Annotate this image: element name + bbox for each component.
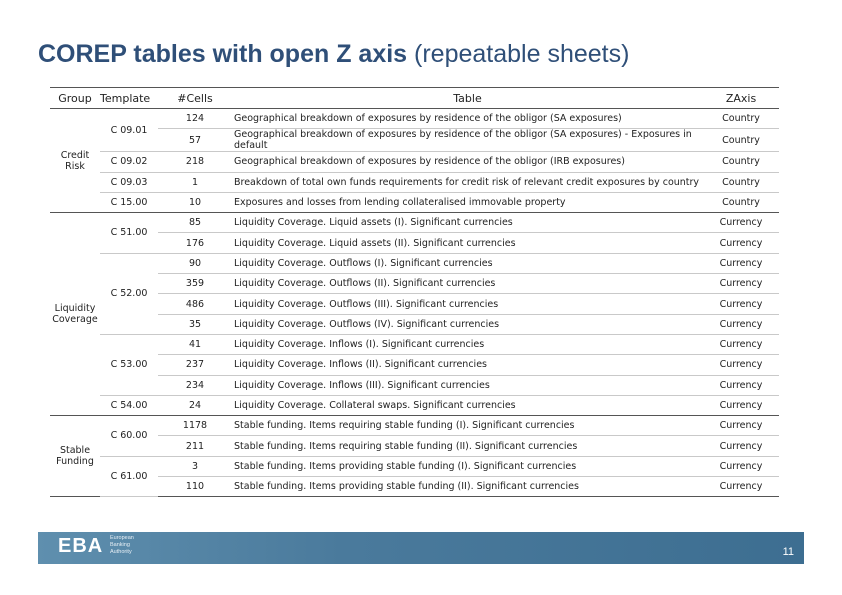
- header-template: Template: [100, 88, 158, 109]
- table-description: Liquidity Coverage. Inflows (I). Significant currencies: [232, 334, 703, 354]
- footer-bar: [38, 532, 804, 564]
- zaxis-value: Country: [703, 192, 779, 212]
- zaxis-value: Country: [703, 109, 779, 129]
- cells-count: 176: [158, 233, 232, 253]
- template-cell: C 52.00: [100, 253, 158, 334]
- org-line-1: European: [110, 535, 134, 541]
- eba-logo: EBA: [58, 535, 104, 557]
- zaxis-value: Country: [703, 172, 779, 192]
- template-cell: C 53.00: [100, 334, 158, 395]
- table-description: Liquidity Coverage. Inflows (III). Significant currencies: [232, 375, 703, 395]
- table-row: [50, 375, 779, 395]
- cells-count: 85: [158, 213, 232, 233]
- header-zaxis: ZAxis: [703, 88, 779, 109]
- table-row: [50, 213, 779, 233]
- template-cell: C 15.00: [100, 192, 158, 212]
- header-table: Table: [232, 88, 703, 109]
- corep-table: [50, 87, 779, 497]
- template-cell: C 54.00: [100, 395, 158, 415]
- table-row: [50, 192, 779, 212]
- table-row: [50, 334, 779, 354]
- cells-count: 218: [158, 152, 232, 172]
- zaxis-value: Currency: [703, 416, 779, 436]
- table-row: [50, 477, 779, 497]
- template-cell: C 61.00: [100, 456, 158, 497]
- zaxis-value: Country: [703, 129, 779, 152]
- cells-count: 41: [158, 334, 232, 354]
- table-row: [50, 152, 779, 172]
- title-bold: COREP tables with open Z axis: [38, 40, 408, 68]
- group-cell: Credit Risk: [50, 109, 100, 213]
- cells-count: 234: [158, 375, 232, 395]
- table-description: Liquidity Coverage. Outflows (III). Significant currencies: [232, 294, 703, 314]
- cells-count: 3: [158, 456, 232, 476]
- corep-table-container: [50, 87, 779, 497]
- table-row: [50, 274, 779, 294]
- slide-title: [38, 40, 629, 69]
- table-description: Geographical breakdown of exposures by residence of the obligor (SA exposures) - Exposures in default: [232, 129, 703, 152]
- cells-count: 57: [158, 129, 232, 152]
- table-row: [50, 172, 779, 192]
- table-description: Liquidity Coverage. Collateral swaps. Significant currencies: [232, 395, 703, 415]
- eba-org-name: [110, 535, 160, 556]
- table-description: Liquidity Coverage. Liquid assets (I). Significant currencies: [232, 213, 703, 233]
- org-line-2: Banking: [110, 542, 130, 548]
- table-description: Liquidity Coverage. Outflows (IV). Significant currencies: [232, 314, 703, 334]
- cells-count: 35: [158, 314, 232, 334]
- zaxis-value: Currency: [703, 314, 779, 334]
- zaxis-value: Currency: [703, 436, 779, 456]
- table-row: [50, 233, 779, 253]
- cells-count: 237: [158, 355, 232, 375]
- cells-count: 110: [158, 477, 232, 497]
- cells-count: 359: [158, 274, 232, 294]
- table-row: [50, 355, 779, 375]
- template-cell: C 09.01: [100, 109, 158, 152]
- cells-count: 24: [158, 395, 232, 415]
- zaxis-value: Currency: [703, 274, 779, 294]
- org-line-3: Authority: [110, 549, 132, 555]
- cells-count: 211: [158, 436, 232, 456]
- table-description: Exposures and losses from lending collateralised immovable property: [232, 192, 703, 212]
- cells-count: 1: [158, 172, 232, 192]
- template-cell: C 09.02: [100, 152, 158, 172]
- table-row: [50, 436, 779, 456]
- zaxis-value: Currency: [703, 395, 779, 415]
- template-cell: C 09.03: [100, 172, 158, 192]
- zaxis-value: Currency: [703, 233, 779, 253]
- table-description: Stable funding. Items providing stable funding (I). Significant currencies: [232, 456, 703, 476]
- table-description: Liquidity Coverage. Outflows (I). Significant currencies: [232, 253, 703, 273]
- zaxis-value: Currency: [703, 355, 779, 375]
- table-description: Liquidity Coverage. Liquid assets (II). Significant currencies: [232, 233, 703, 253]
- zaxis-value: Currency: [703, 375, 779, 395]
- table-row: [50, 109, 779, 129]
- zaxis-value: Currency: [703, 456, 779, 476]
- group-cell: Stable Funding: [50, 416, 100, 497]
- table-row: [50, 416, 779, 436]
- table-description: Geographical breakdown of exposures by residence of the obligor (SA exposures): [232, 109, 703, 129]
- table-description: Stable funding. Items requiring stable funding (II). Significant currencies: [232, 436, 703, 456]
- table-row: [50, 294, 779, 314]
- zaxis-value: Currency: [703, 334, 779, 354]
- table-description: Stable funding. Items providing stable funding (II). Significant currencies: [232, 477, 703, 497]
- cells-count: 10: [158, 192, 232, 212]
- header-group: Group: [50, 88, 100, 109]
- group-cell: Liquidity Coverage: [50, 213, 100, 416]
- title-rest: (repeatable sheets): [414, 40, 630, 68]
- template-cell: C 51.00: [100, 213, 158, 254]
- zaxis-value: Currency: [703, 477, 779, 497]
- zaxis-value: Currency: [703, 253, 779, 273]
- table-row: [50, 314, 779, 334]
- table-row: [50, 129, 779, 152]
- header-cells: #Cells: [158, 88, 232, 109]
- table-row: [50, 395, 779, 415]
- table-description: Stable funding. Items requiring stable funding (I). Significant currencies: [232, 416, 703, 436]
- table-description: Liquidity Coverage. Outflows (II). Significant currencies: [232, 274, 703, 294]
- table-row: [50, 253, 779, 273]
- zaxis-value: Currency: [703, 294, 779, 314]
- cells-count: 124: [158, 109, 232, 129]
- zaxis-value: Currency: [703, 213, 779, 233]
- template-cell: C 60.00: [100, 416, 158, 457]
- cells-count: 486: [158, 294, 232, 314]
- table-description: Liquidity Coverage. Inflows (II). Significant currencies: [232, 355, 703, 375]
- table-description: Breakdown of total own funds requirements for credit risk of relevant credit exposures by country: [232, 172, 703, 192]
- page-number: 11: [782, 546, 794, 558]
- table-row: [50, 456, 779, 476]
- cells-count: 1178: [158, 416, 232, 436]
- table-header-row: [50, 88, 779, 109]
- table-description: Geographical breakdown of exposures by residence of the obligor (IRB exposures): [232, 152, 703, 172]
- table-body: [50, 109, 779, 497]
- cells-count: 90: [158, 253, 232, 273]
- zaxis-value: Country: [703, 152, 779, 172]
